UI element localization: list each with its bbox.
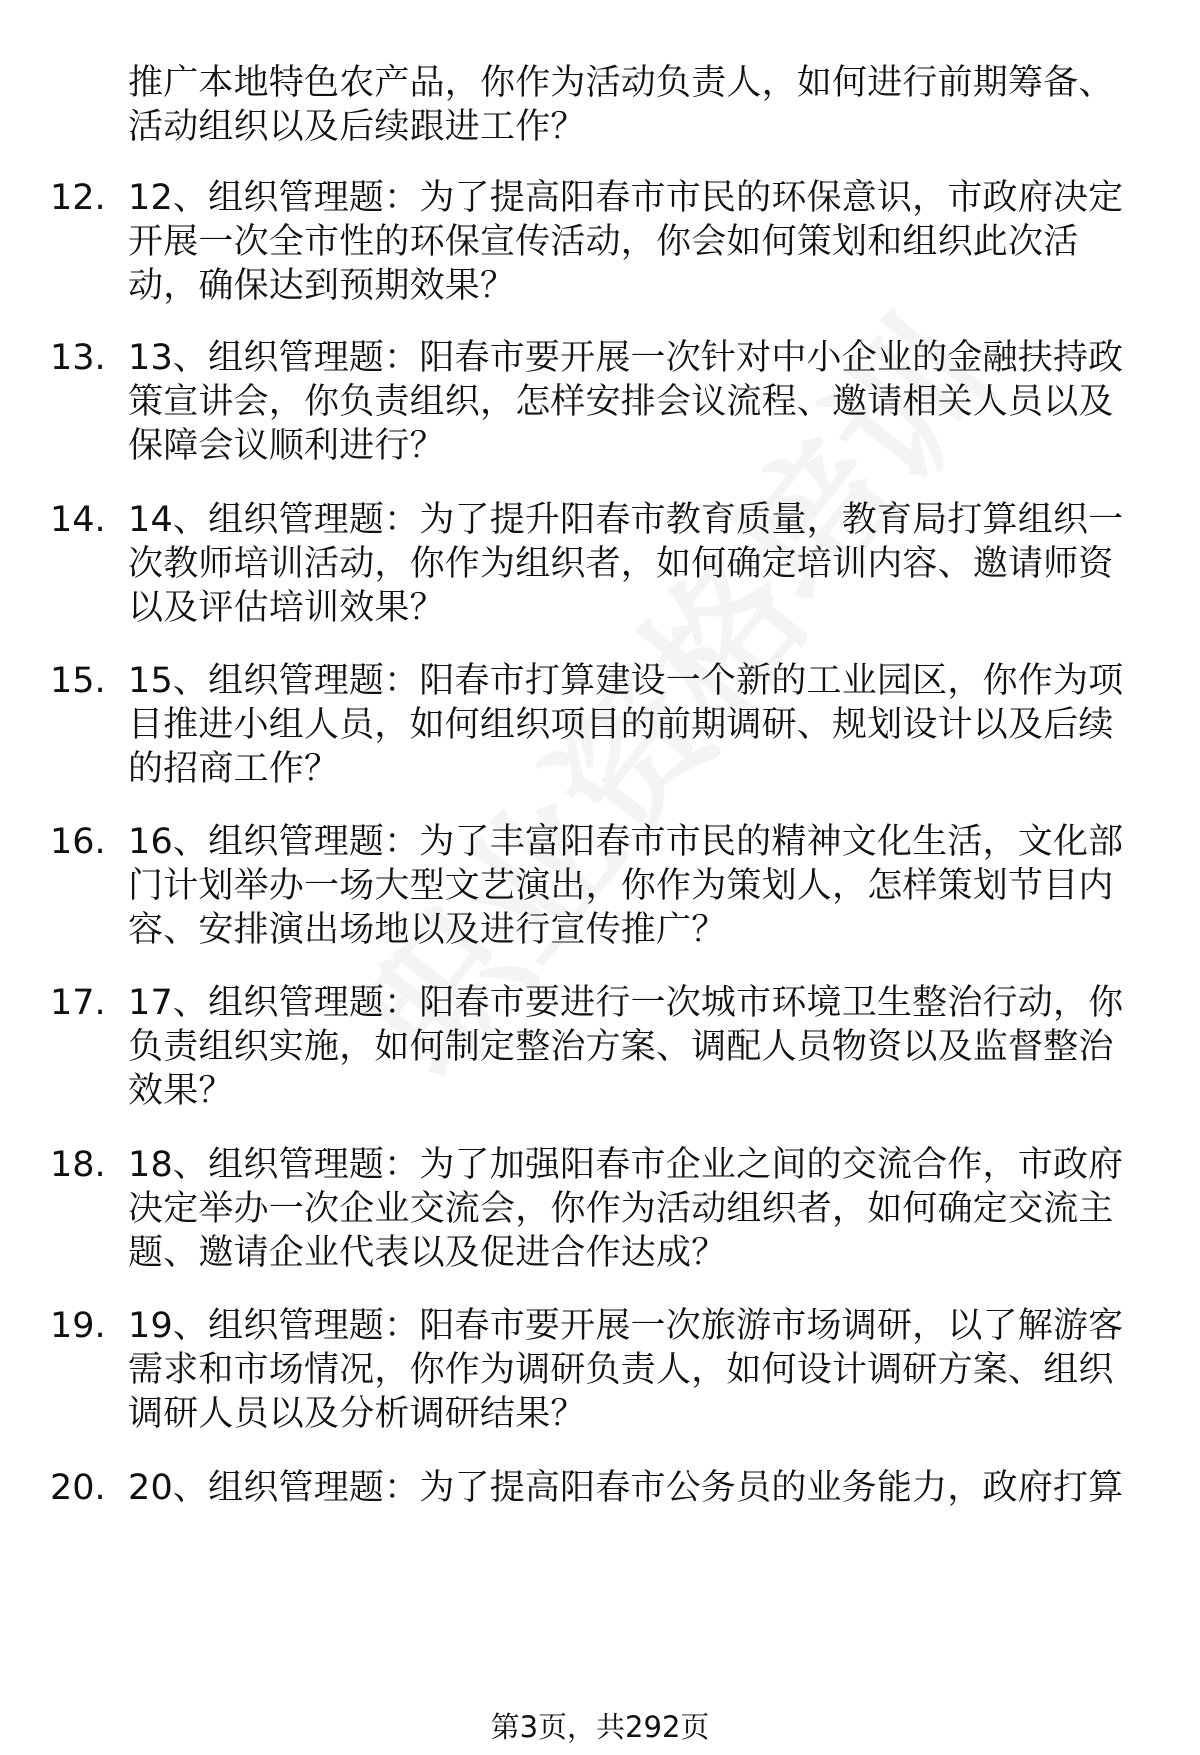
question-number: 20. <box>50 1468 106 1508</box>
question-number: 12. <box>50 178 106 218</box>
intro-line: 活动组织以及后续跟进工作？ <box>128 107 586 147</box>
question-line: 策宣讲会，你负责组织，怎样安排会议流程、邀请相关人员以及 <box>128 382 1114 422</box>
question-number: 18. <box>50 1145 106 1185</box>
question-number: 19. <box>50 1306 106 1346</box>
question-line: 题、邀请企业代表以及促进合作达成？ <box>128 1233 727 1273</box>
question-line: 目推进小组人员，如何组织项目的前期调研、规划设计以及后续 <box>128 705 1114 745</box>
question-number: 16. <box>50 822 106 862</box>
question-line: 20、组织管理题：为了提高阳春市公务员的业务能力，政府打算 <box>128 1468 1124 1508</box>
question-line: 保障会议顺利进行？ <box>128 426 445 466</box>
question-line: 容、安排演出场地以及进行宣传推广？ <box>128 910 727 950</box>
question-line: 19、组织管理题：阳春市要开展一次旅游市场调研，以了解游客 <box>128 1306 1124 1346</box>
question-line: 动，确保达到预期效果？ <box>128 266 516 306</box>
question-line: 17、组织管理题：阳春市要进行一次城市环境卫生整治行动，你 <box>128 983 1124 1023</box>
question-line: 次教师培训活动，你作为组织者，如何确定培训内容、邀请师资 <box>128 544 1114 584</box>
question-number: 13. <box>50 338 106 378</box>
question-line: 调研人员以及分析调研结果？ <box>128 1394 586 1434</box>
question-line: 负责组织实施，如何制定整治方案、调配人员物资以及监督整治 <box>128 1027 1114 1067</box>
intro-line: 推广本地特色农产品，你作为活动负责人，如何进行前期筹备、 <box>128 63 1114 103</box>
question-number: 14. <box>50 500 106 540</box>
question-number: 15. <box>50 661 106 701</box>
question-line: 14、组织管理题：为了提升阳春市教育质量，教育局打算组织一 <box>128 500 1124 540</box>
question-line: 以及评估培训效果？ <box>128 588 445 628</box>
question-line: 开展一次全市性的环保宣传活动，你会如何策划和组织此次活 <box>128 222 1079 262</box>
question-line: 16、组织管理题：为了丰富阳春市市民的精神文化生活，文化部 <box>128 822 1124 862</box>
question-line: 需求和市场情况，你作为调研负责人，如何设计调研方案、组织 <box>128 1350 1114 1390</box>
question-number: 17. <box>50 983 106 1023</box>
question-line: 决定举办一次企业交流会，你作为活动组织者，如何确定交流主 <box>128 1189 1114 1229</box>
question-line: 效果？ <box>128 1071 234 1111</box>
page-number: 第3页，共292页 <box>490 1710 710 1744</box>
question-line: 的招商工作？ <box>128 749 340 789</box>
question-line: 18、组织管理题：为了加强阳春市企业之间的交流合作，市政府 <box>128 1145 1124 1185</box>
question-line: 12、组织管理题：为了提高阳春市市民的环保意识，市政府决定 <box>128 178 1124 218</box>
question-line: 15、组织管理题：阳春市打算建设一个新的工业园区，你作为项 <box>128 661 1124 701</box>
question-line: 13、组织管理题：阳春市要开展一次针对中小企业的金融扶持政 <box>128 338 1124 378</box>
question-line: 门计划举办一场大型文艺演出，你作为策划人，怎样策划节目内 <box>128 866 1114 906</box>
